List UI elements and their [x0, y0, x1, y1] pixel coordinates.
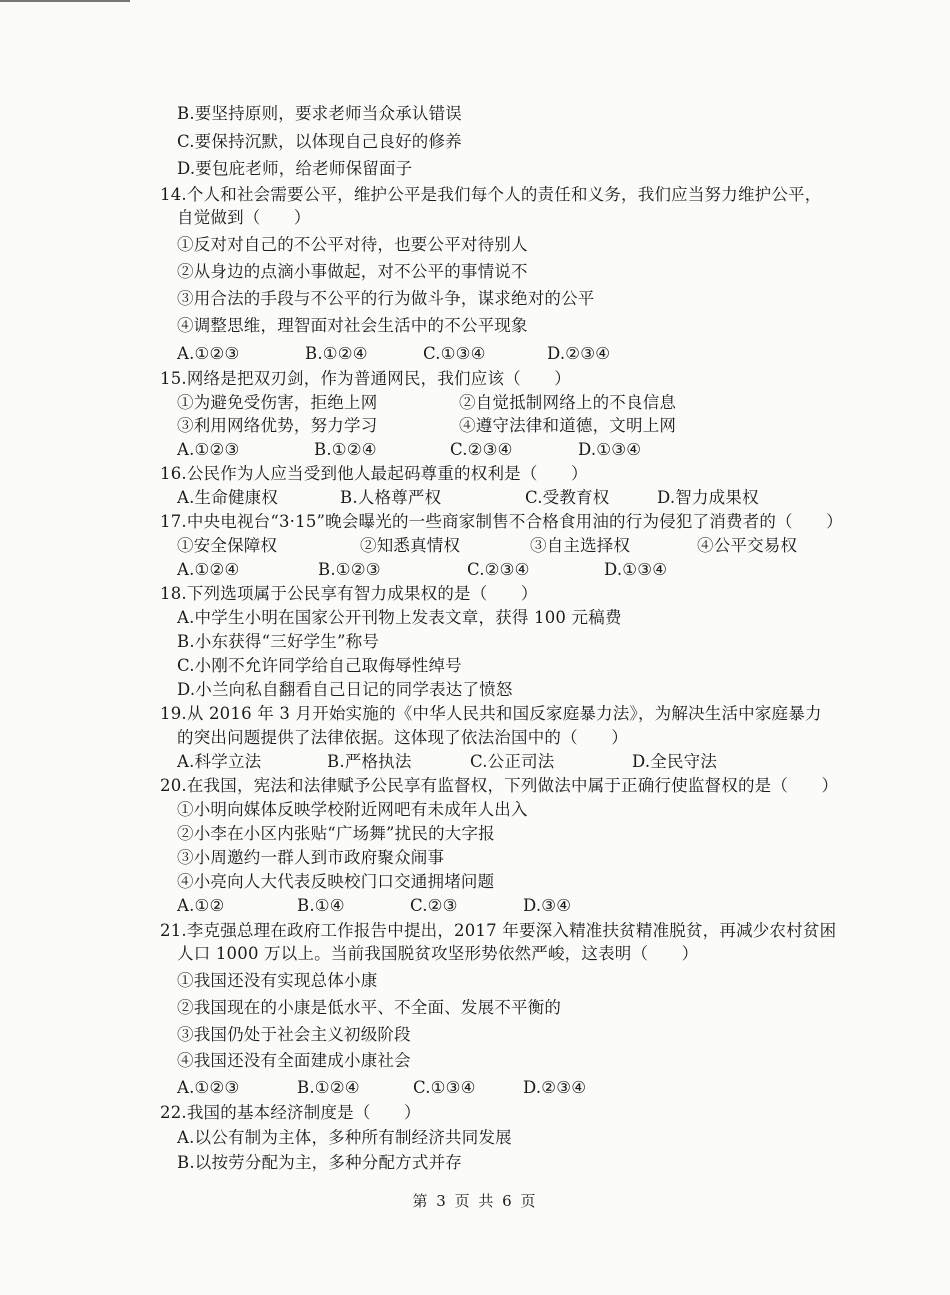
q14-option-a: A.①②③: [177, 344, 240, 363]
q20-stem: 20.在我国，宪法和法律赋予公民享有监督权，下列做法中属于正确行使监督权的是（ ）: [160, 776, 839, 795]
q15-option-c: C.②③④: [450, 440, 513, 459]
q15-statement-3: ③利用网络优势，努力学习: [177, 416, 378, 435]
q18-option-b: B.小东获得“三好学生”称号: [177, 632, 380, 651]
q20-statement-4: ④小亮向人大代表反映校门口交通拥堵问题: [177, 872, 495, 891]
q21-stem-line1: 21.李克强总理在政府工作报告中提出，2017 年要深入精准扶贫精准脱贫，再减少农村贫困: [160, 921, 837, 940]
q19-option-b: B.严格执法: [327, 752, 412, 771]
q15-option-a: A.①②③: [177, 440, 240, 459]
q21-option-a: A.①②③: [177, 1078, 240, 1097]
q22-option-a: A.以公有制为主体，多种所有制经济共同发展: [177, 1128, 512, 1147]
q17-statement-4: ④公平交易权: [697, 536, 798, 555]
q17-option-a: A.①②④: [177, 560, 240, 579]
q17-stem: 17.中央电视台“3·15”晚会曝光的一些商家制售不合格食用油的行为侵犯了消费者的（ ）: [160, 512, 843, 531]
q17-statement-1: ①安全保障权: [177, 536, 278, 555]
q15-statement-4: ④遵守法律和道德，文明上网: [459, 416, 677, 435]
q17-option-b: B.①②③: [318, 560, 381, 579]
q20-statement-3: ③小周邀约一群人到市政府聚众闹事: [177, 848, 445, 867]
q14-stem-line2: 自觉做到（ ）: [177, 208, 311, 227]
q20-option-c: C.②③: [410, 896, 458, 915]
q14-option-d: D.②③④: [547, 344, 611, 363]
q17-statement-3: ③自主选择权: [530, 536, 631, 555]
q14-statement-3: ③用合法的手段与不公平的行为做斗争，谋求绝对的公平: [177, 289, 595, 308]
q20-statement-1: ①小明向媒体反映学校附近网吧有未成年人出入: [177, 800, 528, 819]
q14-statement-2: ②从身边的点滴小事做起，对不公平的事情说不: [177, 262, 528, 281]
q18-option-c: C.小刚不允许同学给自己取侮辱性绰号: [177, 656, 462, 675]
q16-option-a: A.生命健康权: [177, 488, 279, 507]
q17-option-c: C.②③④: [467, 560, 530, 579]
q20-option-a: A.①②: [177, 896, 225, 915]
q15-option-b: B.①②④: [314, 440, 377, 459]
q15-option-d: D.①③④: [578, 440, 642, 459]
q22-option-b: B.以按劳分配为主，多种分配方式并存: [177, 1153, 462, 1172]
q20-option-b: B.①④: [297, 896, 345, 915]
q21-stem-line2: 人口 1000 万以上。当前我国脱贫攻坚形势依然严峻，这表明（ ）: [177, 944, 699, 963]
q21-option-d: D.②③④: [523, 1078, 587, 1097]
q15-statement-1: ①为避免受伤害，拒绝上网: [177, 393, 378, 412]
q14-statement-4: ④调整思维，理智面对社会生活中的不公平现象: [177, 316, 528, 335]
q18-option-a: A.中学生小明在国家公开刊物上发表文章，获得 100 元稿费: [177, 608, 622, 627]
q15-statement-2: ②自觉抵制网络上的不良信息: [459, 393, 677, 412]
q21-option-c: C.①③④: [413, 1078, 476, 1097]
q17-option-d: D.①③④: [604, 560, 668, 579]
q21-option-b: B.①②④: [297, 1078, 360, 1097]
q18-stem: 18.下列选项属于公民享有智力成果权的是（ ）: [160, 584, 538, 603]
q19-option-d: D.全民守法: [632, 752, 718, 771]
q21-statement-2: ②我国现在的小康是低水平、不全面、发展不平衡的: [177, 998, 562, 1017]
q19-option-a: A.科学立法: [177, 752, 262, 771]
q16-option-d: D.智力成果权: [657, 488, 759, 507]
scan-artifact: [0, 0, 130, 8]
q18-option-d: D.小兰向私自翻看自己日记的同学表达了愤怒: [177, 680, 513, 699]
q20-option-d: D.③④: [523, 896, 572, 915]
q17-statement-2: ②知悉真情权: [360, 536, 461, 555]
q14-statement-1: ①反对对自己的不公平对待，也要公平对待别人: [177, 235, 528, 254]
q16-option-b: B.人格尊严权: [340, 488, 442, 507]
q19-option-c: C.公正司法: [470, 752, 555, 771]
q16-option-c: C.受教育权: [525, 488, 610, 507]
q22-stem: 22.我国的基本经济制度是（ ）: [160, 1103, 421, 1122]
q14-option-c: C.①③④: [423, 344, 486, 363]
q21-statement-1: ①我国还没有实现总体小康: [177, 971, 378, 990]
q13-option-c: C.要保持沉默，以体现自己良好的修养: [177, 132, 462, 151]
q13-option-b: B.要坚持原则，要求老师当众承认错误: [177, 104, 462, 123]
q19-stem-line1: 19.从 2016 年 3 月开始实施的《中华人民共和国反家庭暴力法》，为解决生活中家庭暴力: [160, 704, 822, 723]
q15-stem: 15.网络是把双刃剑，作为普通网民，我们应该（ ）: [160, 369, 571, 388]
q13-option-d: D.要包庇老师，给老师保留面子: [177, 159, 413, 178]
q21-statement-3: ③我国仍处于社会主义初级阶段: [177, 1025, 411, 1044]
page-number-footer: 第 3 页 共 6 页: [412, 1192, 538, 1210]
q20-statement-2: ②小李在小区内张贴“广场舞”扰民的大字报: [177, 824, 495, 843]
q21-statement-4: ④我国还没有全面建成小康社会: [177, 1051, 411, 1070]
q16-stem: 16.公民作为人应当受到他人最起码尊重的权利是（ ）: [160, 464, 588, 483]
q14-stem-line1: 14.个人和社会需要公平，维护公平是我们每个人的责任和义务，我们应当努力维护公平，: [160, 185, 822, 204]
q14-option-b: B.①②④: [305, 344, 368, 363]
q19-stem-line2: 的突出问题提供了法律依据。这体现了依法治国中的（ ）: [177, 728, 628, 747]
